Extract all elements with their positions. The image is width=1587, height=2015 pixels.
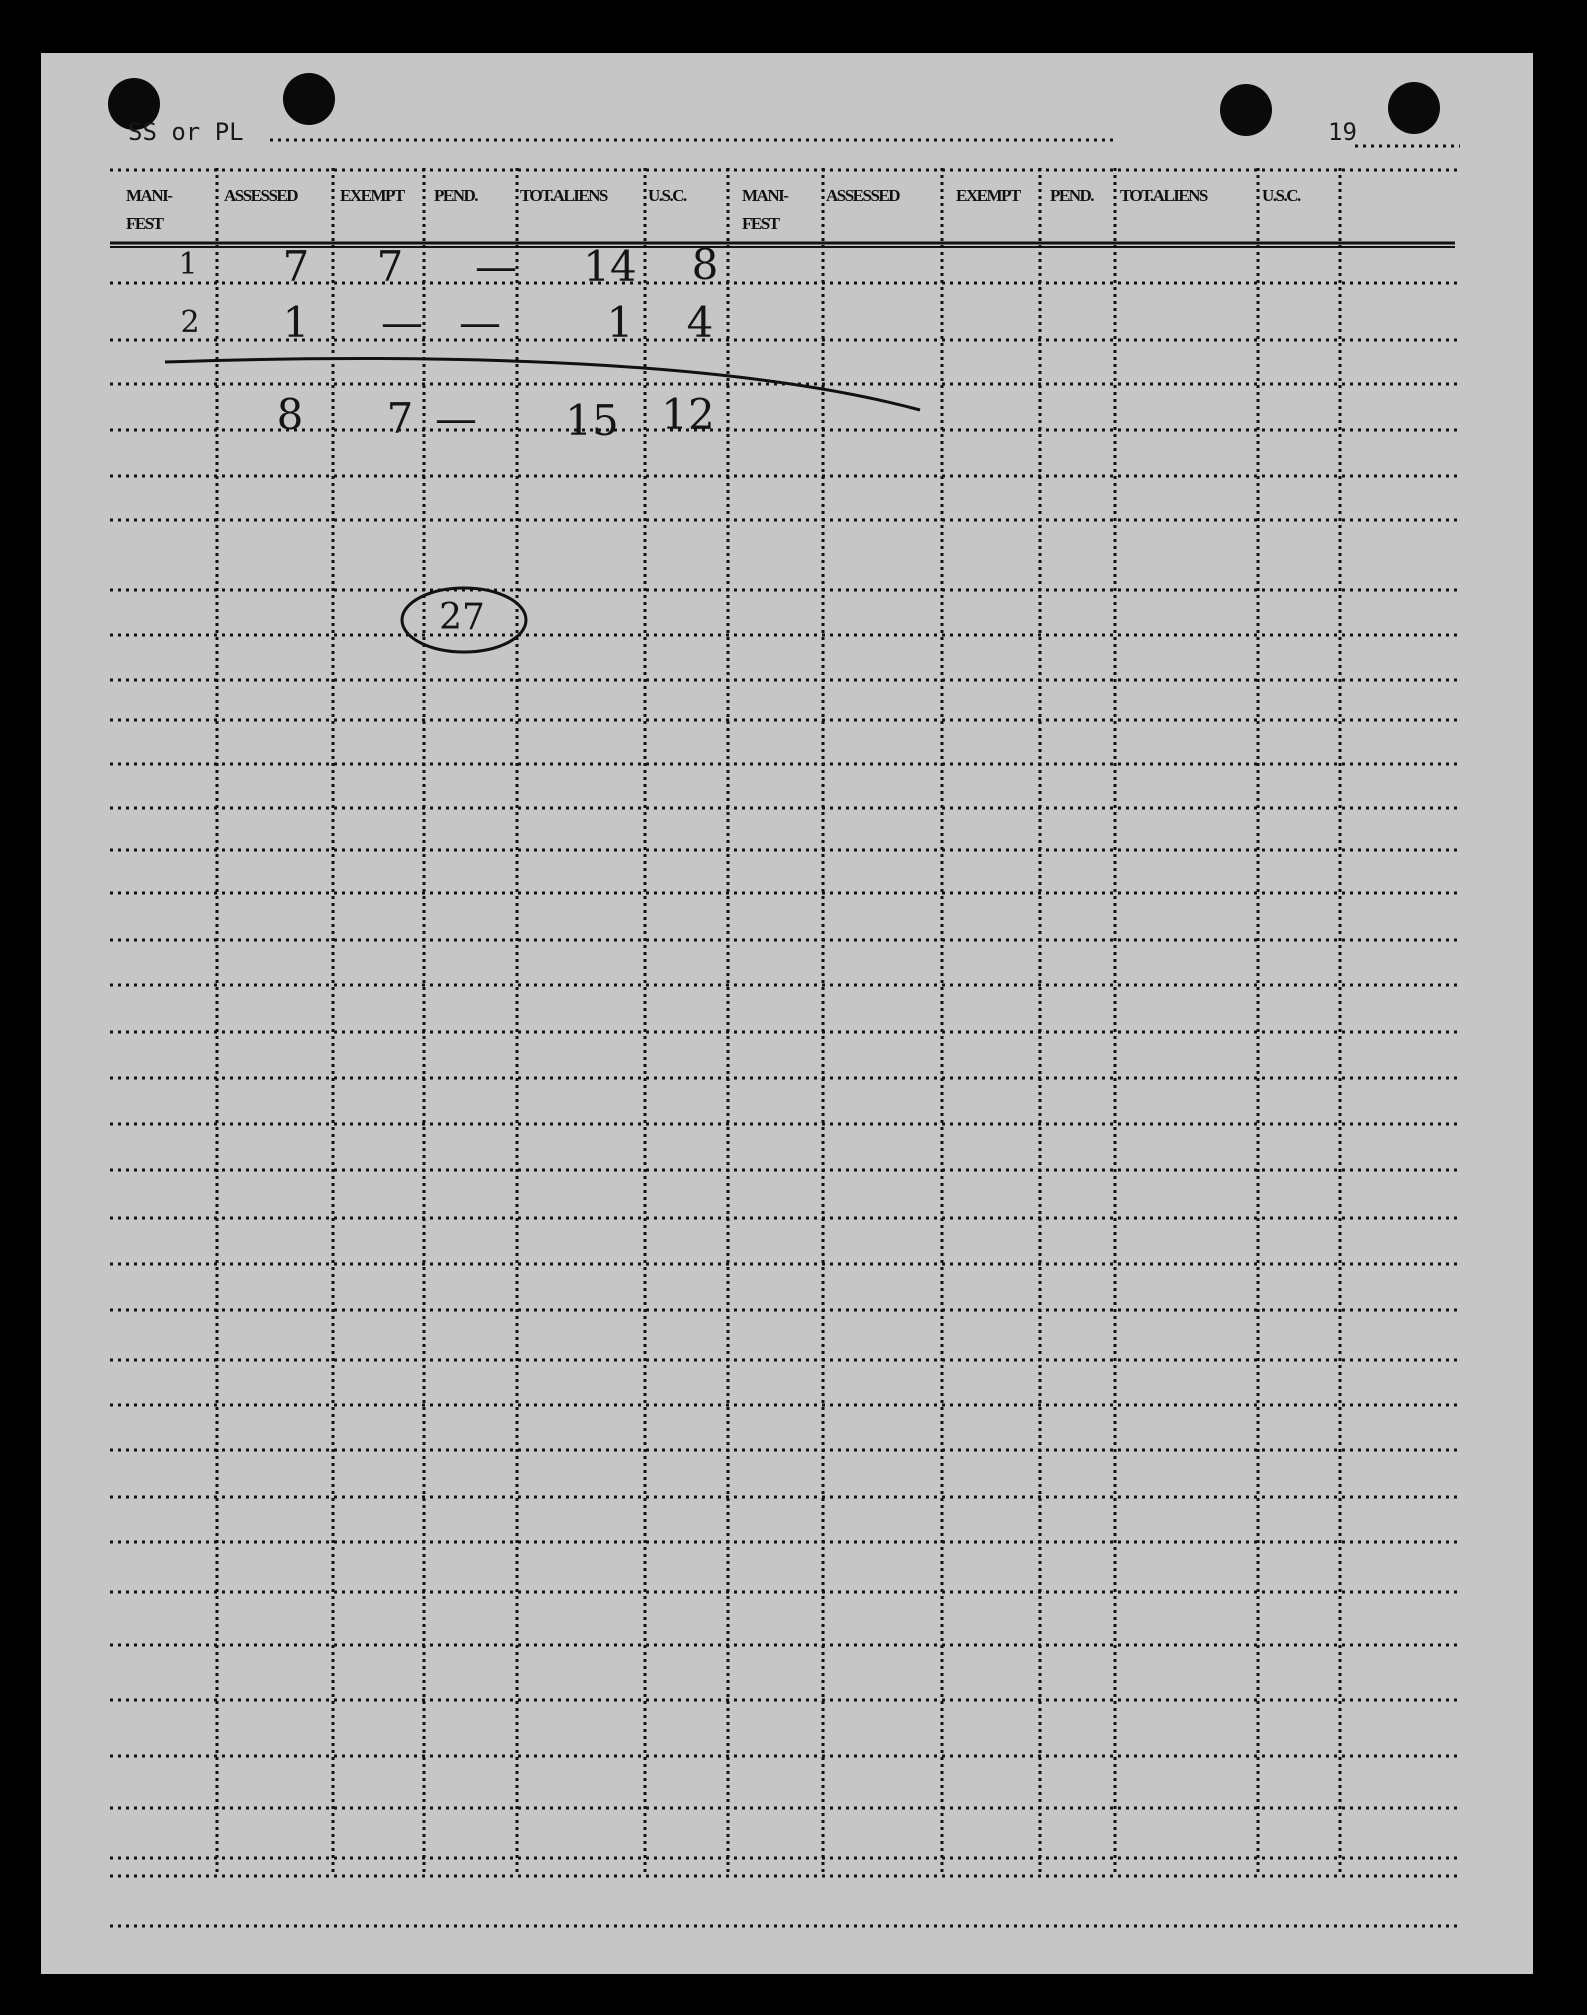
entry-1-manifest: 1 bbox=[178, 247, 198, 282]
entry-1-tot-aliens: 14 bbox=[583, 242, 637, 291]
total-pend: — bbox=[435, 394, 477, 443]
entry-1-pend: — bbox=[475, 242, 517, 291]
year-label: 19 bbox=[1328, 118, 1357, 146]
entry-2-pend: — bbox=[459, 298, 501, 347]
total-usc: 12 bbox=[661, 390, 715, 439]
entry-2-manifest: 2 bbox=[180, 305, 200, 340]
entry-1-exempt: 7 bbox=[376, 242, 404, 291]
total-assessed: 8 bbox=[276, 390, 304, 439]
col-header-usc-right: U.S.C. bbox=[1262, 186, 1300, 205]
col-header-usc-left: U.S.C. bbox=[648, 186, 686, 205]
col-header-manifest-left: MANI- FEST bbox=[126, 186, 172, 233]
total-tot-aliens: 15 bbox=[565, 396, 619, 445]
col-header-pend-right: PEND. bbox=[1050, 186, 1094, 205]
entry-2-exempt: — bbox=[381, 298, 423, 347]
col-header-tot-aliens-left: TOT.ALIENS bbox=[520, 186, 607, 205]
col-header-manifest-right: MANI- FEST bbox=[742, 186, 788, 233]
entry-2-usc: 4 bbox=[686, 298, 714, 347]
col-header-assessed-left: ASSESSED bbox=[224, 186, 298, 205]
entry-2-tot-aliens: 1 bbox=[606, 298, 634, 347]
circled-total: 27 bbox=[439, 597, 485, 638]
entry-2-assessed: 1 bbox=[282, 298, 310, 347]
ship-label: SS or PL bbox=[128, 118, 244, 146]
col-header-tot-aliens-right: TOT.ALIENS bbox=[1120, 186, 1207, 205]
col-header-exempt-left: EXEMPT bbox=[340, 186, 404, 205]
col-header-pend-left: PEND. bbox=[434, 186, 478, 205]
entry-1-assessed: 7 bbox=[282, 242, 310, 291]
col-header-assessed-right: ASSESSED bbox=[826, 186, 900, 205]
total-exempt: 7 bbox=[386, 394, 414, 443]
col-header-exempt-right: EXEMPT bbox=[956, 186, 1020, 205]
entry-1-usc: 8 bbox=[691, 240, 719, 289]
